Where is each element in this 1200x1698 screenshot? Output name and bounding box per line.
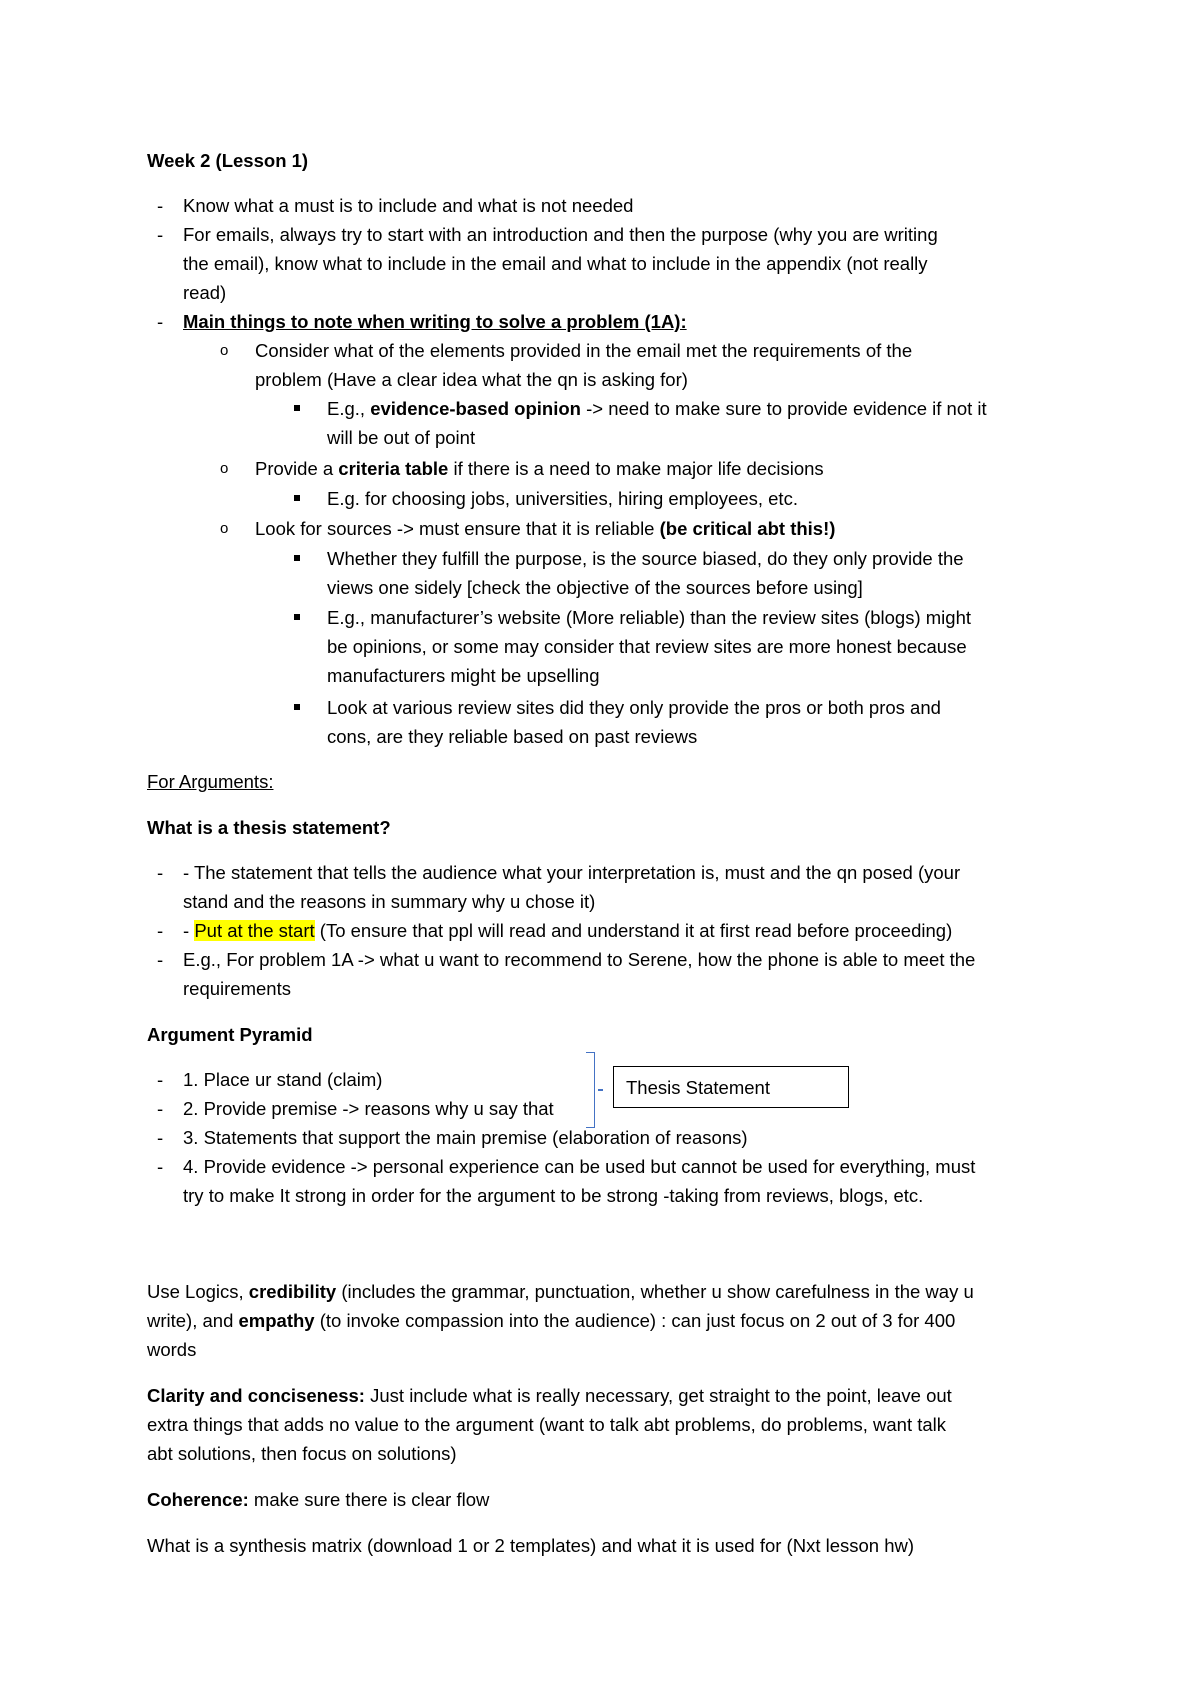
list-item: For emails, always try to start with an introduction and then the purpose (why you are writing <box>183 224 938 245</box>
circle-bullet-icon: o <box>220 520 229 537</box>
paragraph-line: abt solutions, then focus on solutions) <box>147 1443 457 1464</box>
list-item-continued: try to make It strong in order for the argument to be strong -taking from reviews, blogs, etc. <box>183 1185 924 1206</box>
bracket-shape <box>586 1052 595 1128</box>
list-item-continued: problem (Have a clear idea what the qn is asking for) <box>255 369 688 390</box>
bullet-dash: - <box>157 920 164 941</box>
highlighted-text: Put at the start <box>194 920 315 941</box>
list-item: E.g., For problem 1A -> what u want to recommend to Serene, how the phone is able to meet the <box>183 949 976 970</box>
pyramid-heading: Argument Pyramid <box>147 1024 313 1045</box>
list-item-continued: be opinions, or some may consider that review sites are more honest because <box>327 636 967 657</box>
list-item-continued: requirements <box>183 978 291 999</box>
list-item-continued: the email), know what to include in the email and what to include in the appendix (not really <box>183 253 928 274</box>
circle-bullet-icon: o <box>220 342 229 359</box>
list-item: Look at various review sites did they only provide the pros or both pros and <box>327 697 941 718</box>
bullet-dash: - <box>157 1127 164 1148</box>
list-item: Know what a must is to include and what is not needed <box>183 195 634 216</box>
list-item: Look for sources -> must ensure that it is reliable (be critical abt this!) <box>255 518 836 539</box>
list-item: Consider what of the elements provided in the email met the requirements of the <box>255 340 913 361</box>
list-item-continued: stand and the reasons in summary why u chose it) <box>183 891 596 912</box>
thesis-statement-box <box>613 1066 849 1108</box>
circle-bullet-icon: o <box>220 460 229 477</box>
list-item: - The statement that tells the audience what your interpretation is, must and the qn posed (your <box>183 862 961 883</box>
list-item: E.g., evidence-based opinion -> need to make sure to provide evidence if not it <box>327 398 987 419</box>
list-item: Provide a criteria table if there is a need to make major life decisions <box>255 458 824 479</box>
bullet-dash: - <box>157 862 164 883</box>
paragraph-line: Coherence: make sure there is clear flow <box>147 1489 490 1510</box>
bullet-dash: - <box>157 1069 164 1090</box>
bullet-dash: - <box>157 311 164 332</box>
list-item: 3. Statements that support the main premise (elaboration of reasons) <box>183 1127 748 1148</box>
main-things-heading: Main things to note when writing to solve a problem (1A): <box>183 311 687 332</box>
list-item: - Put at the start (To ensure that ppl will read and understand it at first read before proceeding) <box>183 920 953 941</box>
list-item: 4. Provide evidence -> personal experience can be used but cannot be used for everything, must <box>183 1156 976 1177</box>
square-bullet-icon <box>294 555 300 561</box>
bullet-dash: - <box>157 949 164 970</box>
list-item-continued: read) <box>183 282 227 303</box>
square-bullet-icon <box>294 405 300 411</box>
paragraph-line: words <box>147 1339 197 1360</box>
bullet-dash: - <box>157 1156 164 1177</box>
list-item: 2. Provide premise -> reasons why u say that <box>183 1098 554 1119</box>
list-item-continued: views one sidely [check the objective of the sources before using] <box>327 577 863 598</box>
list-item-continued: cons, are they reliable based on past reviews <box>327 726 698 747</box>
list-item: 1. Place ur stand (claim) <box>183 1069 383 1090</box>
page-title: Week 2 (Lesson 1) <box>147 150 309 171</box>
paragraph-line: What is a synthesis matrix (download 1 or 2 templates) and what it is used for (Nxt lesson hw) <box>147 1535 915 1556</box>
list-item: Whether they fulfill the purpose, is the source biased, do they only provide the <box>327 548 964 569</box>
thesis-box-label: Thesis Statement <box>626 1077 770 1098</box>
paragraph-line: write), and empathy (to invoke compassion into the audience) : can just focus on 2 out of 3 for 400 <box>147 1310 956 1331</box>
bracket-tick <box>598 1089 603 1091</box>
square-bullet-icon <box>294 495 300 501</box>
paragraph-line: Clarity and conciseness: Just include what is really necessary, get straight to the point, leave out <box>147 1385 952 1406</box>
list-item: E.g. for choosing jobs, universities, hiring employees, etc. <box>327 488 798 509</box>
bullet-dash: - <box>157 1098 164 1119</box>
square-bullet-icon <box>294 614 300 620</box>
paragraph-line: Use Logics, credibility (includes the grammar, punctuation, whether u show carefulness in the way u <box>147 1281 974 1302</box>
thesis-heading: What is a thesis statement? <box>147 817 391 838</box>
square-bullet-icon <box>294 704 300 710</box>
list-item: E.g., manufacturer’s website (More reliable) than the review sites (blogs) might <box>327 607 972 628</box>
bullet-dash: - <box>157 224 164 245</box>
paragraph-line: extra things that adds no value to the argument (want to talk abt problems, do problems, want talk <box>147 1414 947 1435</box>
bullet-dash: - <box>157 195 164 216</box>
list-item-continued: manufacturers might be upselling <box>327 665 600 686</box>
list-item-continued: will be out of point <box>327 427 476 448</box>
for-arguments-heading: For Arguments: <box>147 771 274 792</box>
